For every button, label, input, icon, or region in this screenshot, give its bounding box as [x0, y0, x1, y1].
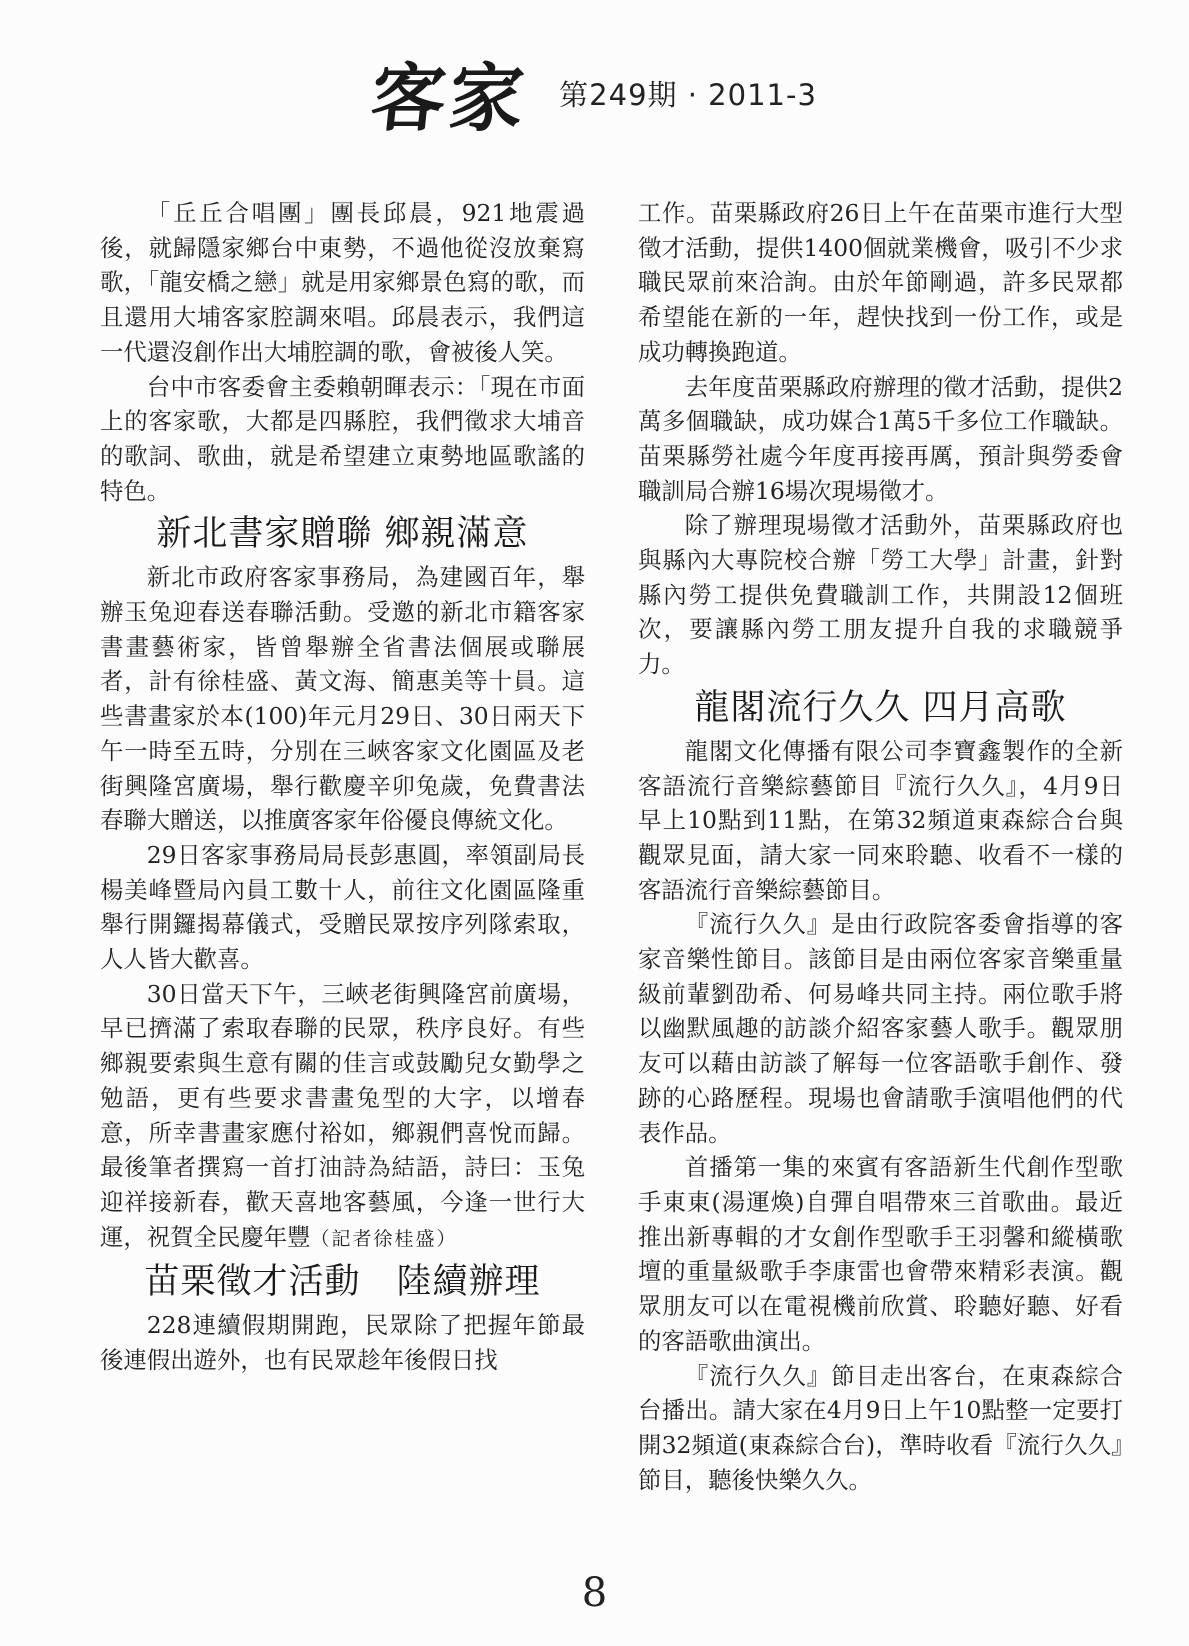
right-column — [638, 196, 1123, 1497]
article-heading: 苗栗徵才活動 陸續辦理 — [144, 1262, 541, 1303]
paragraph: 29日客家事務局局長彭惠圓，率領副局長楊美峰暨局內員工數十人，前往文化園區隆重舉行開鑼揭幕儀式，受贈民眾按序列隊索取，人人皆大歡喜。 — [100, 840, 585, 974]
paragraph: 除了辦理現場徵才活動外，苗栗縣政府也與縣內大專院校合辦「勞工大學」計畫，針對縣內勞工提供免費職訓工作，共開設12個班次，要讓縣內勞工朋友提升自我的求職競爭力。 — [638, 511, 1123, 679]
paragraph: 去年度苗栗縣政府辦理的徵才活動，提供2萬多個職缺，成功媒合1萬5千多位工作職缺。苗栗縣勞社處今年度再接再厲，預計與勞委會職訓局合辦16場次現場徵才。 — [638, 372, 1123, 505]
paragraph: 首播第一集的來賓有客語新生代創作型歌手東東(湯運煥)自彈自唱帶來三首歌曲。最近推出新專輯的才女創作型歌手王羽馨和縱橫歌壇的重量級歌手李康雷也會帶來精彩表演。觀眾朋友可以在電視機前欣賞、聆聽好聽、好看的客語歌曲演出。 — [638, 1153, 1123, 1355]
paragraph: 龍閣文化傳播有限公司李寶鑫製作的全新客語流行音樂綜藝節目『流行久久』，4月9日早上10點到11點，在第32頻道東森綜合台與觀眾見面，請大家一同來聆聽、收看不一樣的客語流行音樂綜藝節目。 — [638, 736, 1123, 904]
paragraph-continued: 工作。苗栗縣政府26日上午在苗栗市進行大型徵才活動，提供1400個就業機會，吸引不少求職民眾前來洽詢。由於年節剛過，許多民眾都希望能在新的一年，趕快找到一份工作，或是成功轉換跑道。 — [638, 199, 1123, 366]
page-number: 8 — [581, 1570, 608, 1616]
issue-info: 第249期 · 2011-3 — [559, 77, 817, 112]
paragraph: 台中市客委會主委賴朝暉表示：「現在市面上的客家歌，大都是四縣腔，我們徵求大埔音的歌詞、歌曲，就是希望建立東勢地區歌謠的特色。 — [100, 372, 585, 505]
left-column — [100, 196, 585, 1378]
masthead — [0, 40, 1189, 146]
paragraph: 「丘丘合唱團」團長邱晨，921地震過後，就歸隱家鄉台中東勢，不過他從沒放棄寫歌，「龍安橋之戀」就是用家鄉景色寫的歌，而且還用大埔客家腔調來唱。邱晨表示，我們這一代還沒創作出大埔腔調的歌，會被後人笑。 — [100, 199, 585, 366]
paragraph — [100, 977, 585, 1257]
article-heading: 新北書家贈聯 鄉親滿意 — [156, 514, 529, 555]
reporter-credit: （記者徐桂盛） — [310, 1227, 458, 1250]
paragraph-text: 30日當天下午，三峽老街興隆宮前廣場，早已擠滿了索取春聯的民眾，秩序良好。有些鄉親要索與生意有關的佳言或鼓勵兒女勤學之勉語，更有些要求書畫兔型的大字，以增春意，所幸書畫家應付裕如，鄉親們喜悅而歸。最後筆者撰寫一首打油詩為結語，詩曰：玉兔迎祥接新春，歡天喜地客藝風，今逢一世行大運，祝賀全民慶年豐 — [100, 979, 585, 1251]
paragraph: 新北市政府客家事務局，為建國百年，舉辦玉兔迎春送春聯活動。受邀的新北市籍客家書畫藝術家，皆曾舉辦全省書法個展或聯展者，計有徐桂盛、黃文海、簡惠美等十員。這些書畫家於本(100)年元月29日、30日兩天下午一時至五時，分別在三峽客家文化園區及老街興隆宮廣場，舉行歡慶辛卯兔歲，免費書法春聯大贈送，以推廣客家年俗優良傳統文化。 — [100, 563, 585, 835]
paragraph: 『流行久久』是由行政院客委會指導的客家音樂性節目。該節目是由兩位客家音樂重量級前輩劉劭希、何易峰共同主持。兩位歌手將以幽默風趣的訪談介紹客家藝人歌手。觀眾朋友可以藉由訪談了解每一位客語歌手創作、發跡的心路歷程。現場也會請歌手演唱他們的代表作品。 — [638, 910, 1123, 1147]
article-heading: 龍閣流行久久 四月高歌 — [694, 687, 1067, 728]
paragraph: 228連續假期開跑，民眾除了把握年節最後連假出遊外，也有民眾趁年後假日找 — [100, 1311, 585, 1375]
magazine-logo: 客家 — [366, 56, 532, 142]
paragraph: 『流行久久』節目走出客台，在東森綜合台播出。請大家在4月9日上午10點整一定要打開32頻道(東森綜合台)，準時收看『流行久久』節目，聽後快樂久久。 — [638, 1361, 1123, 1494]
